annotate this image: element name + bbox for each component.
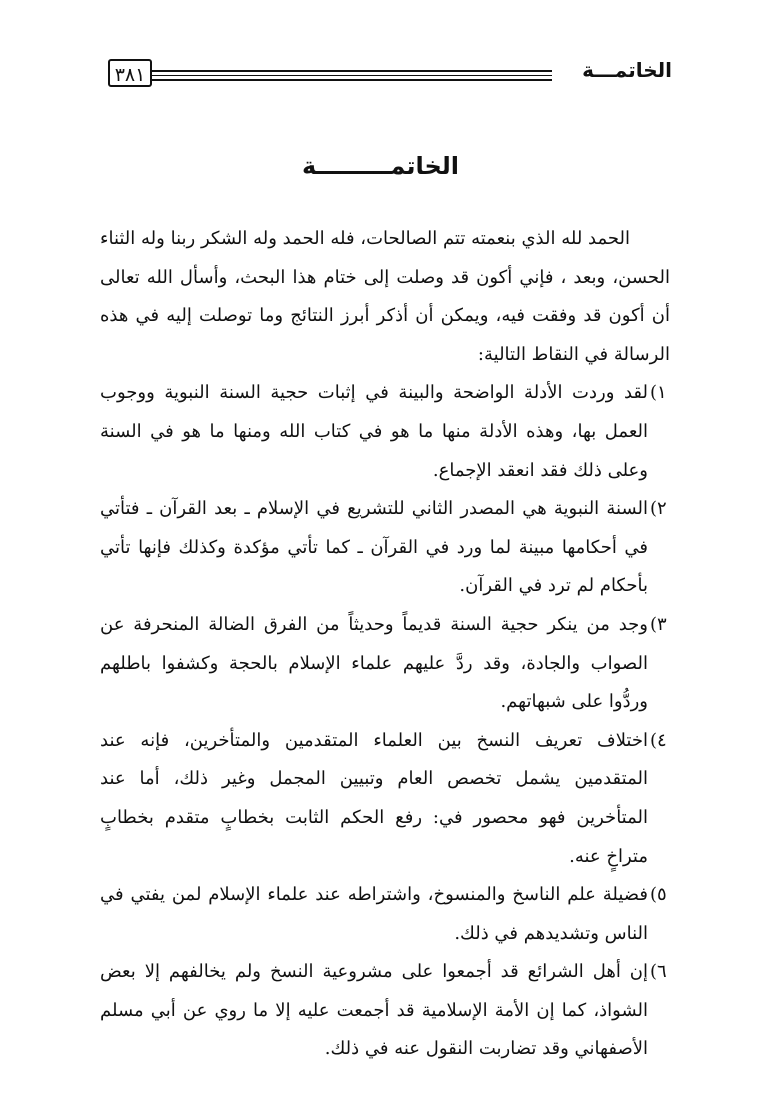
point-text: السنة النبوية هي المصدر الثاني للتشريع في الإسلام ـ بعد القرآن ـ فتأتي في أحكامها مبينة لما ورد في القرآن ـ كما تأتي مؤكدة وكذلك فإنها تأتي بأحكام لم ترد في القرآن.	[100, 498, 648, 597]
list-item	[100, 374, 670, 490]
list-item	[100, 490, 670, 606]
header-rule	[140, 68, 552, 82]
header-rule-line	[140, 79, 552, 81]
page-number: ٣٨١	[114, 64, 146, 86]
point-text: وجد من ينكر حجية السنة قديماً وحديثاً من الفرق الضالة المنحرفة عن الصواب والجادة، وقد ردَّ عليهم علماء الإسلام بالحجة وكشفوا باطلهم وردُّوا على شبهاتهم.	[100, 613, 648, 713]
page-number-box	[108, 59, 152, 87]
list-item	[100, 606, 670, 722]
running-title: الخاتمـــة	[582, 58, 672, 82]
header-rule-line	[140, 70, 552, 72]
body-text	[100, 220, 670, 1069]
point-number: ١)	[650, 382, 667, 404]
point-number: ٢)	[650, 498, 667, 520]
list-item	[100, 876, 670, 953]
header-rule-line	[140, 75, 552, 76]
page-header	[100, 56, 672, 92]
intro-paragraph: الحمد لله الذي بنعمته تتم الصالحات، فله الحمد وله الشكر ربنا وله الثناء الحسن، وبعد ، فإني أكون قد وصلت إلى ختام هذا البحث، وأسأل الله تعالى أن أكون قد وفقت فيه، ويمكن أن أذكر أبرز النتائج وما توصلت إليه في هذه الرسالة في النقاط التالية:	[100, 228, 670, 365]
point-number: ٣)	[650, 613, 667, 635]
point-number: ٦)	[650, 961, 667, 983]
list-item	[100, 953, 670, 1069]
point-number: ٥)	[650, 884, 667, 906]
point-text: فضيلة علم الناسخ والمنسوخ، واشتراطه عند علماء الإسلام لمن يفتي في الناس وتشديدهم في ذلك.	[100, 884, 648, 944]
chapter-title: الخاتمـــــــــة	[301, 152, 460, 180]
point-text: اختلاف تعريف النسخ بين العلماء المتقدمين والمتأخرين، فإنه عند المتقدمين يشمل تخصص العام وتبيين المجمل وغير ذلك، أما عند المتأخرين فهو محصور في: رفع الحكم الثابت بخطابٍ متقدم بخطابٍ متراخٍ عنه.	[100, 729, 648, 867]
list-item	[100, 722, 670, 876]
point-text: إن أهل الشرائع قد أجمعوا على مشروعية النسخ ولم يخالفهم إلا بعض الشواذ، كما إن الأمة الإسلامية قد أجمعت عليه إلا ما روي عن أبي مسلم الأصفهاني وقد تضاربت النقول عنه في ذلك.	[100, 961, 648, 1060]
conclusion-points	[100, 374, 670, 1069]
point-number: ٤)	[650, 729, 667, 751]
point-text: لقد وردت الأدلة الواضحة والبينة في إثبات حجية السنة النبوية ووجوب العمل بها، وهذه الأدلة منها ما هو في كتاب الله ومنها ما هو في السنة وعلى ذلك فقد انعقد الإجماع.	[100, 382, 648, 481]
